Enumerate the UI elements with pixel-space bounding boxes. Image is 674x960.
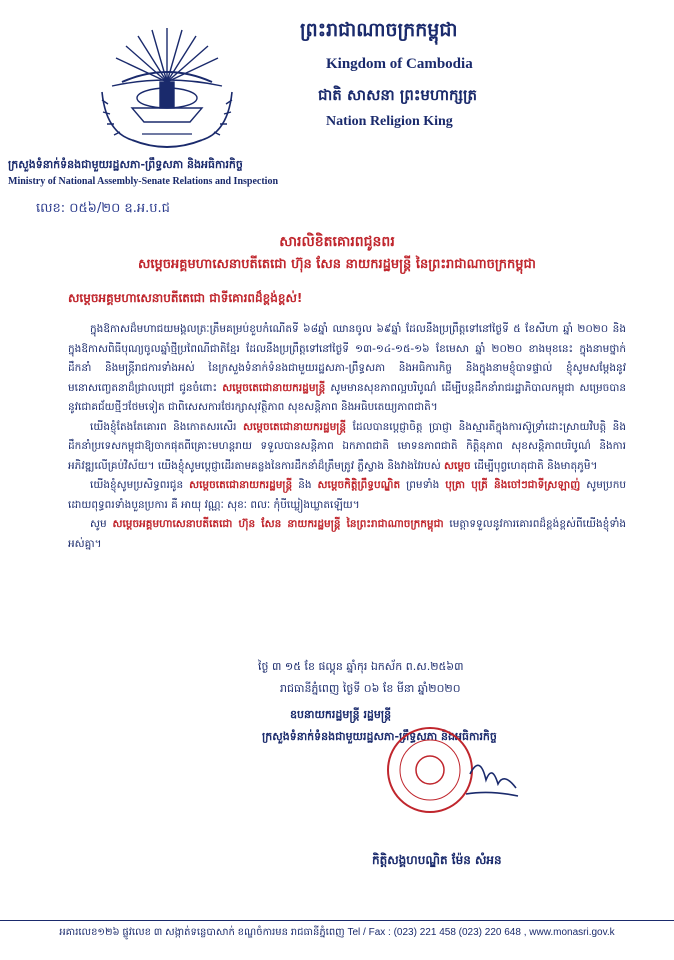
ministry-emblem-icon bbox=[92, 22, 242, 154]
letter-body bbox=[68, 320, 626, 554]
salutation: សម្តេចអគ្គមហាសេនាបតីតេជោ ជាទីគោរពដ៏ខ្ពង់ខ្ពស់! bbox=[68, 291, 303, 305]
paragraph-4 bbox=[68, 515, 626, 554]
ministry-name-english: Ministry of National Assembly-Senate Relations and Inspection bbox=[8, 176, 279, 187]
paragraph-3-bold: សម្តេចតេជោនាយករដ្ឋមន្ត្រី bbox=[189, 479, 293, 491]
paragraph-2 bbox=[68, 418, 626, 477]
paragraph-3-bold-3: បុត្រា បុត្រី និងចៅៗជាទីស្រឡាញ់ bbox=[445, 479, 581, 491]
kingdom-name-english: Kingdom of Cambodia bbox=[326, 56, 473, 72]
reference-number: លេខ: ០៥៦/២០ ឧ.អ.ប.ជ bbox=[36, 201, 170, 216]
paragraph-1-text: ក្នុងឱកាសដ៏មហាជយមង្គលត្រៈត្រឹមគម្រប់ខួបកំណើតទី ៦៨ឆ្នាំ ឈានចូល ៦៩ឆ្នាំ ដែលនឹងប្រព្រឹត្តទៅនៅថ្ងៃទី ៥ ខែសីហា ឆ្នាំ ២០២០ និងក្នុងឱកាសពិធីបុណ្យចូលឆ្នាំថ្មីប្រពៃណីជាតិខ្មែរ ដែលនឹងប្រព្រឹត្តទៅនៅថ្ងៃទី ១៣-១៤-១៥-១៦ ខែមេសា ឆ្នាំ ២០២០ ខាងមុខនេះ ក្នុងនាមថ្នាក់ដឹកនាំ និងមន្ត្រីរាជការទាំងអស់ នៃក្រសួងទំនាក់ទំនងជាមួយរដ្ឋសភា-ព្រឹទ្ធសភា និងអធិការកិច្ច និងក្នុងនាមខ្ញុំបាទផ្ទាល់ ខ្ញុំសូមសម្តែងនូវមនោសញ្ចេតនាដ៏ជ្រាលជ្រៅ ជូនចំពោះ bbox=[68, 323, 626, 394]
paragraph-3-text: យើងខ្ញុំសូមប្រសិទ្ធពរជូន bbox=[90, 479, 184, 491]
paragraph-1 bbox=[68, 320, 626, 418]
official-seal-icon bbox=[370, 724, 520, 816]
signer-ministry: ក្រសួងទំនាក់ទំនងជាមួយរដ្ឋសភា-ព្រឹទ្ធសភា និងអធិការកិច្ច bbox=[262, 730, 497, 743]
paragraph-2-end: ដើម្បីបុព្វហេតុជាតិ និងមាតុភូមិ។ bbox=[474, 459, 598, 472]
paragraph-2-bold-2: សម្តេច bbox=[444, 459, 471, 472]
place-date: រាជធានីភ្នំពេញ ថ្ងៃទី ០៦ ខែ មីនា ឆ្នាំ២០២០ bbox=[280, 682, 461, 695]
paragraph-2-bold: សម្តេចតេជោនាយករដ្ឋមន្ត្រី bbox=[242, 420, 347, 433]
footer-contact: អគារលេខ១២៦ ផ្លូវលេខ ៣ សង្កាត់ទន្លេបាសាក់ ខណ្ឌចំការមន រាជធានីភ្នំពេញ Tel / Fax : (023) 221 458 (023) 220 648 , www.monasri.gov.k bbox=[0, 920, 674, 940]
motto-english: Nation Religion King bbox=[326, 114, 453, 129]
paragraph-1-bold: សម្តេចតេជោនាយករដ្ឋមន្ត្រី bbox=[222, 381, 326, 394]
paragraph-1-end: សូមមានសុខភាពល្អបរិបូណ៌ ដើម្បីបន្តដឹកនាំរាជរដ្ឋាភិបាលកម្ពុជា សម្រេចបាននូវជោគជ័យថ្មីៗថែមទៀត ជាពិសេសការថែរក្សាសុវត្ថិភាព សុខសន្តិភាព និងអធិបតេយ្យភាពជាតិ។ bbox=[68, 381, 627, 413]
paragraph-3-bold-2: សម្តេចកិត្តិព្រឹទ្ធបណ្ឌិត bbox=[317, 479, 401, 491]
paragraph-4-end: មេត្តាទទួលនូវការគោរពដ៏ខ្ពង់ខ្ពស់ពីយើងខ្ញុំទាំងអស់គ្នា។ bbox=[68, 518, 626, 550]
paragraph-3 bbox=[68, 476, 626, 515]
ministry-name-khmer: ក្រសួងទំនាក់ទំនងជាមួយរដ្ឋសភា-ព្រឹទ្ធសភា និងអធិការកិច្ច bbox=[8, 158, 243, 171]
paragraph-4-text: សូម bbox=[90, 518, 107, 530]
lunar-date: ថ្ងៃ ៣ ១៥ ខែ ផល្គុន ឆ្នាំកុរ ឯកស័ក ព.ស.២៥៦៣ bbox=[258, 660, 464, 673]
paragraph-4-bold: សម្តេចអគ្គមហាសេនាបតីតេជោ ហ៊ុន សែន នាយករដ្ឋមន្ត្រី នៃព្រះរាជាណាចក្រកម្ពុជា bbox=[112, 518, 444, 530]
paragraph-2-text: យើងខ្ញុំតែងតែគោរព និងកោតសរសើរ bbox=[90, 420, 237, 433]
paragraph-3-mid-2: ព្រមទាំង bbox=[406, 479, 440, 491]
kingdom-name-khmer: ព្រះរាជាណាចក្រកម្ពុជា bbox=[300, 19, 458, 41]
paragraph-2-mid: ដែលបានប្តេជ្ញាចិត្ត ប្រាជ្ញា និងស្មារតីក្នុងការស៊ូទ្រាំដោះស្រាយវិបត្តិ និងដឹកនាំប្រទេសកម្ពុជាឱ្យចាកផុតពីគ្រោះមហន្តរាយ ទទួលបានសន្តិភាព ឯកភាពជាតិ មោទនភាពជាតិ កិត្តិនុភាព សុខសន្តិភាពបរិបូណ៌ និងការអភិវឌ្ឍលើគ្រប់វិស័យ។ យើងខ្ញុំសូមប្តេជ្ញាដើរតាមគន្លងនៃការដឹកនាំដ៏ត្រឹមត្រូវ ភ្លឺស្វាង និងវាងវៃរបស់ bbox=[68, 420, 626, 472]
signer-name: កិត្តិសង្គហបណ្ឌិត ម៉ែន សំអន bbox=[372, 853, 502, 867]
document-recipient: សម្តេចអគ្គមហាសេនាបតីតេជោ ហ៊ុន សែន នាយករដ្ឋមន្ត្រី នៃព្រះរាជាណាចក្រកម្ពុជា bbox=[138, 257, 536, 272]
motto-khmer: ជាតិ សាសនា ព្រះមហាក្សត្រ bbox=[318, 86, 477, 104]
document-title: សារលិខិតគោរពជូនពរ bbox=[279, 234, 395, 250]
paragraph-3-mid: និង bbox=[298, 479, 312, 491]
paragraph-3-end: សូមប្រកបដោយពុទ្ធពរទាំងបួនប្រការ គឺ អាយុ វណ្ណៈ សុខៈ ពលៈ កុំបីឃ្លៀងឃ្លាតឡើយ។ bbox=[68, 479, 627, 511]
signer-title: ឧបនាយករដ្ឋមន្ត្រី រដ្ឋមន្ត្រី bbox=[290, 708, 392, 721]
